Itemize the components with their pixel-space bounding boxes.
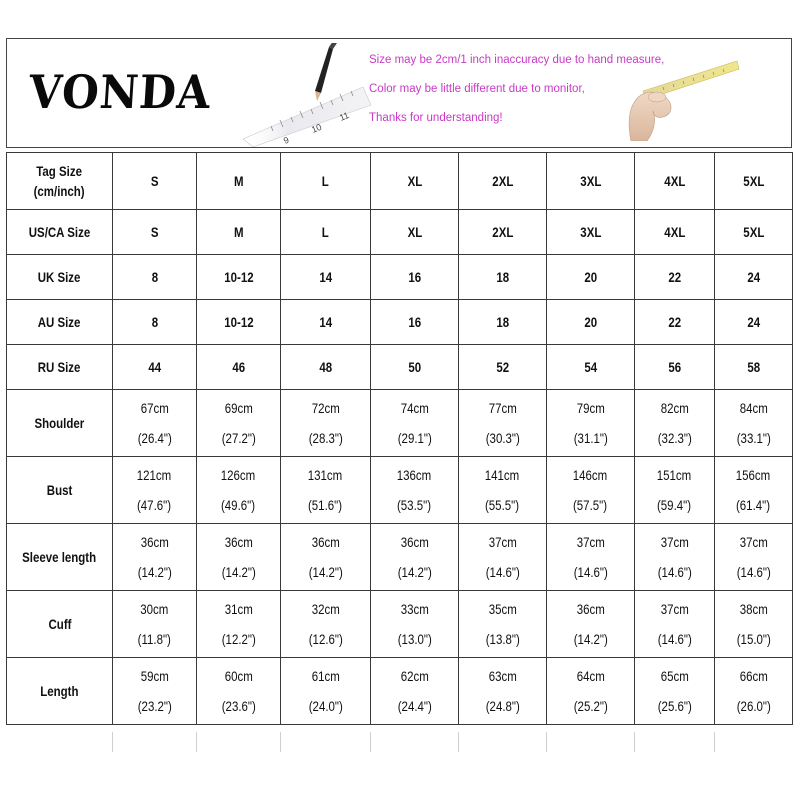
measurement-cm: 37cm: [660, 534, 689, 550]
measurement-cm: 37cm: [488, 534, 517, 550]
size-cell: [281, 524, 371, 591]
size-value: 46: [232, 359, 245, 375]
size-row: [7, 345, 793, 390]
size-cell: [459, 524, 547, 591]
size-cell: [547, 210, 635, 255]
measurement-cm: 146cm: [573, 467, 608, 483]
row-label-text: [40, 683, 78, 699]
size-value: S: [150, 173, 159, 189]
row-label: [7, 658, 113, 725]
size-value: 16: [408, 269, 421, 285]
row-label-line: Bust: [46, 482, 73, 498]
measurement-cm: 79cm: [576, 400, 605, 416]
measurement-value: [397, 594, 431, 654]
row-label-text: [35, 415, 85, 431]
size-cell: [459, 345, 547, 390]
size-cell: [635, 457, 715, 524]
size-cell: [113, 457, 197, 524]
measurement-value: [573, 661, 607, 721]
measurement-cm: 84cm: [739, 400, 768, 416]
row-label-line: Sleeve length: [22, 549, 97, 565]
measurement-inch: (13.8"): [485, 631, 520, 647]
size-value: 8: [151, 269, 158, 285]
row-label-text: [38, 359, 81, 375]
measurement-value: [397, 661, 431, 721]
size-cell: [113, 390, 197, 457]
measurement-inch: (28.3"): [308, 430, 343, 446]
row-label: [7, 153, 113, 210]
measurement-value: [657, 393, 691, 453]
size-value: 10-12: [223, 314, 254, 330]
measurement-inch: (13.0"): [397, 631, 432, 647]
row-label-line: Tag Size: [36, 163, 83, 179]
size-row: [7, 210, 793, 255]
measurement-inch: (26.0"): [736, 698, 771, 714]
ruler-number-10: 10: [310, 121, 324, 135]
measurement-inch: (23.2"): [137, 698, 172, 714]
header-banner: [6, 38, 792, 148]
measurement-cm: 36cm: [576, 601, 605, 617]
size-cell: [113, 345, 197, 390]
size-cell: [547, 300, 635, 345]
size-cell: [197, 255, 281, 300]
measurement-value: [397, 393, 431, 453]
size-row: [7, 591, 793, 658]
size-cell: [371, 255, 459, 300]
pencil-ruler-illustration: [243, 43, 373, 147]
size-cell: [635, 524, 715, 591]
size-value: 16: [408, 314, 421, 330]
size-cell: [459, 153, 547, 210]
measurement-inch: (14.6"): [573, 564, 608, 580]
size-cell: [715, 300, 793, 345]
size-cell: [197, 390, 281, 457]
size-cell: [547, 153, 635, 210]
measurement-cm: 64cm: [576, 668, 605, 684]
size-value: 5XL: [742, 173, 765, 189]
measurement-value: [573, 594, 607, 654]
row-label: [7, 210, 113, 255]
size-cell: [371, 153, 459, 210]
row-label-text: [38, 269, 81, 285]
size-value: 24: [747, 314, 760, 330]
size-cell: [715, 255, 793, 300]
measurement-cm: 62cm: [400, 668, 429, 684]
size-cell: [715, 457, 793, 524]
size-cell: [281, 153, 371, 210]
size-cell: [459, 390, 547, 457]
row-label-text: [29, 224, 90, 240]
size-cell: [715, 153, 793, 210]
size-cell: [635, 591, 715, 658]
measurement-value: [221, 661, 255, 721]
size-value: 20: [584, 314, 597, 330]
measurement-inch: (15.0"): [736, 631, 771, 647]
size-cell: [371, 457, 459, 524]
measurement-value: [138, 594, 171, 654]
measurement-value: [308, 393, 342, 453]
row-label-line: UK Size: [38, 269, 81, 285]
size-cell: [281, 457, 371, 524]
measurement-value: [573, 527, 607, 587]
size-value: 50: [408, 359, 421, 375]
size-cell: [459, 255, 547, 300]
measurement-value: [221, 393, 255, 453]
measurement-cm: 151cm: [657, 467, 692, 483]
measurement-inch: (47.6"): [137, 497, 172, 513]
measurement-inch: (33.1"): [736, 430, 771, 446]
size-row: [7, 300, 793, 345]
size-value: 8: [151, 314, 158, 330]
size-row: [7, 255, 793, 300]
size-value: 44: [148, 359, 161, 375]
size-cell: [459, 300, 547, 345]
row-label-line: US/CA Size: [28, 224, 91, 240]
measurement-inch: (24.0"): [308, 698, 343, 714]
row-label: [7, 255, 113, 300]
size-value: L: [321, 224, 330, 240]
measurement-value: [308, 460, 342, 520]
measurement-inch: (23.6"): [221, 698, 256, 714]
size-cell: [197, 457, 281, 524]
measurement-value: [657, 661, 691, 721]
size-value: 20: [584, 269, 597, 285]
measurement-inch: (30.3"): [485, 430, 520, 446]
measurement-value: [308, 594, 342, 654]
size-cell: [547, 591, 635, 658]
row-label: [7, 524, 113, 591]
measurement-cm: 77cm: [488, 400, 517, 416]
row-label-text: [22, 549, 96, 565]
ruler-number-9: 9: [282, 134, 291, 146]
size-value: 10-12: [223, 269, 254, 285]
measurement-cm: 126cm: [221, 467, 256, 483]
size-cell: [371, 591, 459, 658]
size-value: 2XL: [491, 224, 514, 240]
measurement-inch: (61.4"): [736, 497, 771, 513]
size-cell: [113, 255, 197, 300]
size-cell: [371, 524, 459, 591]
measurement-inch: (51.6"): [308, 497, 343, 513]
measurement-cm: 121cm: [137, 467, 172, 483]
size-cell: [281, 658, 371, 725]
measurement-value: [137, 527, 171, 587]
measurement-value: [485, 594, 519, 654]
measurement-inch: (14.6"): [485, 564, 520, 580]
measurement-cm: 38cm: [739, 601, 768, 617]
measurement-value: [221, 527, 255, 587]
row-label: [7, 457, 113, 524]
size-cell: [371, 658, 459, 725]
size-cell: [635, 255, 715, 300]
measurement-cm: 65cm: [660, 668, 689, 684]
measurement-value: [657, 594, 691, 654]
table-trailing-rules: [6, 732, 792, 752]
measurement-cm: 30cm: [140, 601, 169, 617]
measurement-value: [221, 594, 255, 654]
measurement-value: [485, 527, 519, 587]
size-cell: [547, 457, 635, 524]
size-cell: [547, 524, 635, 591]
size-value: XL: [407, 224, 422, 240]
measurement-inch: (27.2"): [221, 430, 256, 446]
measurement-cm: 33cm: [400, 601, 429, 617]
measurement-cm: 61cm: [311, 668, 340, 684]
size-cell: [715, 210, 793, 255]
size-cell: [371, 210, 459, 255]
measurement-inch: (24.8"): [485, 698, 520, 714]
size-cell: [197, 153, 281, 210]
size-value: L: [321, 173, 330, 189]
measurement-inch: (55.5"): [485, 497, 520, 513]
size-value: 14: [319, 314, 332, 330]
measurement-cm: 156cm: [736, 467, 771, 483]
size-cell: [459, 658, 547, 725]
size-cell: [635, 210, 715, 255]
measurement-cm: 36cm: [140, 534, 169, 550]
size-cell: [113, 658, 197, 725]
size-value: 48: [319, 359, 332, 375]
row-label-text: [38, 314, 81, 330]
row-label-line: Cuff: [48, 616, 71, 632]
size-cell: [635, 345, 715, 390]
measurement-inch: (14.2"): [137, 564, 172, 580]
measurement-value: [485, 661, 519, 721]
measurement-cm: 32cm: [311, 601, 340, 617]
row-label: [7, 390, 113, 457]
measurement-inch: (57.5"): [573, 497, 608, 513]
size-cell: [197, 524, 281, 591]
size-row: [7, 457, 793, 524]
measurement-cm: 141cm: [485, 467, 520, 483]
size-cell: [113, 300, 197, 345]
size-value: 2XL: [491, 173, 514, 189]
size-cell: [715, 591, 793, 658]
measurement-cm: 74cm: [400, 400, 429, 416]
measurement-inch: (49.6"): [221, 497, 256, 513]
size-cell: [197, 591, 281, 658]
size-value: 54: [584, 359, 597, 375]
row-label: [7, 591, 113, 658]
size-cell: [113, 210, 197, 255]
row-label-text: [47, 482, 73, 498]
size-cell: [547, 390, 635, 457]
size-value: 18: [496, 269, 509, 285]
size-cell: [715, 658, 793, 725]
size-row: [7, 153, 793, 210]
size-value: M: [233, 173, 244, 189]
row-label: [7, 300, 113, 345]
size-row: [7, 524, 793, 591]
measurement-inch: (29.1"): [397, 430, 432, 446]
size-cell: [715, 390, 793, 457]
size-value: 4XL: [663, 173, 686, 189]
measurement-inch: (14.2"): [573, 631, 608, 647]
size-cell: [197, 300, 281, 345]
measurement-value: [736, 527, 770, 587]
measurement-value: [736, 460, 770, 520]
measurement-cm: 36cm: [224, 534, 253, 550]
size-cell: [371, 345, 459, 390]
size-value: 14: [319, 269, 332, 285]
size-cell: [715, 345, 793, 390]
measurement-cm: 31cm: [224, 601, 253, 617]
measurement-value: [573, 393, 607, 453]
size-cell: [459, 210, 547, 255]
hand-measuring-tape-illustration: [613, 51, 743, 141]
size-value: 24: [747, 269, 760, 285]
size-cell: [113, 524, 197, 591]
measurement-cm: 37cm: [739, 534, 768, 550]
size-cell: [459, 457, 547, 524]
measurement-inch: (14.6"): [736, 564, 771, 580]
size-value: 18: [496, 314, 509, 330]
size-cell: [281, 210, 371, 255]
measurement-value: [308, 661, 342, 721]
note-color: Color may be little different due to monitor,: [369, 83, 585, 95]
measurement-inch: (31.1"): [573, 430, 608, 446]
measurement-cm: 67cm: [140, 400, 169, 416]
measurement-value: [736, 661, 770, 721]
size-chart-table: [6, 152, 793, 725]
measurement-value: [485, 460, 519, 520]
measurement-inch: (11.8"): [137, 631, 172, 647]
measurement-cm: 72cm: [311, 400, 340, 416]
measurement-inch: (26.4"): [137, 430, 172, 446]
measurement-inch: (14.6"): [657, 631, 692, 647]
size-value: M: [233, 224, 244, 240]
measurement-value: [736, 393, 770, 453]
size-cell: [281, 300, 371, 345]
measurement-inch: (12.6"): [308, 631, 343, 647]
measurement-value: [736, 594, 770, 654]
size-cell: [371, 300, 459, 345]
measurement-cm: 82cm: [660, 400, 689, 416]
measurement-value: [308, 527, 342, 587]
size-cell: [459, 591, 547, 658]
measurement-value: [573, 460, 607, 520]
size-cell: [281, 591, 371, 658]
measurement-cm: 63cm: [488, 668, 517, 684]
size-value: 22: [668, 269, 681, 285]
measurement-cm: 36cm: [311, 534, 340, 550]
measurement-inch: (14.2"): [221, 564, 256, 580]
measurement-cm: 60cm: [224, 668, 253, 684]
measurement-inch: (14.6"): [657, 564, 692, 580]
row-label-text: [48, 616, 71, 632]
size-cell: [281, 255, 371, 300]
measurement-inch: (25.2"): [573, 698, 608, 714]
size-cell: [281, 390, 371, 457]
measurement-value: [137, 661, 171, 721]
note-measure: Size may be 2cm/1 inch inaccuracy due to hand measure,: [369, 54, 665, 66]
row-label-line: RU Size: [38, 359, 81, 375]
size-value: 3XL: [579, 173, 602, 189]
measurement-inch: (24.4"): [397, 698, 432, 714]
measurement-value: [137, 460, 171, 520]
size-value: XL: [407, 173, 422, 189]
measurement-cm: 59cm: [140, 668, 169, 684]
measurement-cm: 131cm: [308, 467, 343, 483]
row-label-line: AU Size: [38, 314, 81, 330]
size-cell: [197, 210, 281, 255]
size-value: 58: [747, 359, 760, 375]
size-cell: [715, 524, 793, 591]
measurement-value: [221, 460, 255, 520]
measurement-inch: (12.2"): [221, 631, 256, 647]
size-cell: [371, 390, 459, 457]
measurement-inch: (14.2"): [308, 564, 343, 580]
size-cell: [281, 345, 371, 390]
measurement-inch: (59.4"): [657, 497, 692, 513]
size-row: [7, 658, 793, 725]
size-cell: [113, 153, 197, 210]
row-label-line: Length: [40, 683, 79, 699]
size-value: 4XL: [663, 224, 686, 240]
measurement-value: [485, 393, 519, 453]
measurement-value: [137, 393, 171, 453]
row-label: [7, 345, 113, 390]
size-row: [7, 390, 793, 457]
measurement-value: [657, 460, 691, 520]
brand-logo: VONDA: [27, 65, 213, 119]
size-value: S: [150, 224, 159, 240]
size-cell: [635, 658, 715, 725]
size-value: 52: [496, 359, 509, 375]
size-cell: [547, 345, 635, 390]
size-cell: [547, 658, 635, 725]
measurement-value: [657, 527, 691, 587]
size-value: 3XL: [579, 224, 602, 240]
size-value: 22: [668, 314, 681, 330]
row-label-line: Shoulder: [34, 415, 85, 431]
size-cell: [197, 345, 281, 390]
measurement-inch: (53.5"): [397, 497, 432, 513]
size-cell: [197, 658, 281, 725]
measurement-cm: 36cm: [400, 534, 429, 550]
size-cell: [635, 390, 715, 457]
size-cell: [635, 153, 715, 210]
measurement-value: [397, 527, 431, 587]
size-value: 5XL: [742, 224, 765, 240]
row-label-line: (cm/inch): [33, 183, 86, 199]
size-value: 56: [668, 359, 681, 375]
ruler-number-11: 11: [338, 110, 351, 123]
measurement-cm: 69cm: [224, 400, 253, 416]
size-cell: [635, 300, 715, 345]
measurement-cm: 37cm: [576, 534, 605, 550]
measurement-inch: (14.2"): [397, 564, 432, 580]
measurement-cm: 66cm: [739, 668, 768, 684]
measurement-cm: 35cm: [488, 601, 517, 617]
measurement-cm: 37cm: [660, 601, 689, 617]
measurement-value: [397, 460, 431, 520]
size-cell: [113, 591, 197, 658]
measurement-inch: (32.3"): [657, 430, 692, 446]
measurement-cm: 136cm: [397, 467, 432, 483]
note-thanks: Thanks for understanding!: [369, 112, 503, 124]
size-cell: [547, 255, 635, 300]
row-label-text: [34, 161, 85, 201]
measurement-inch: (25.6"): [657, 698, 692, 714]
